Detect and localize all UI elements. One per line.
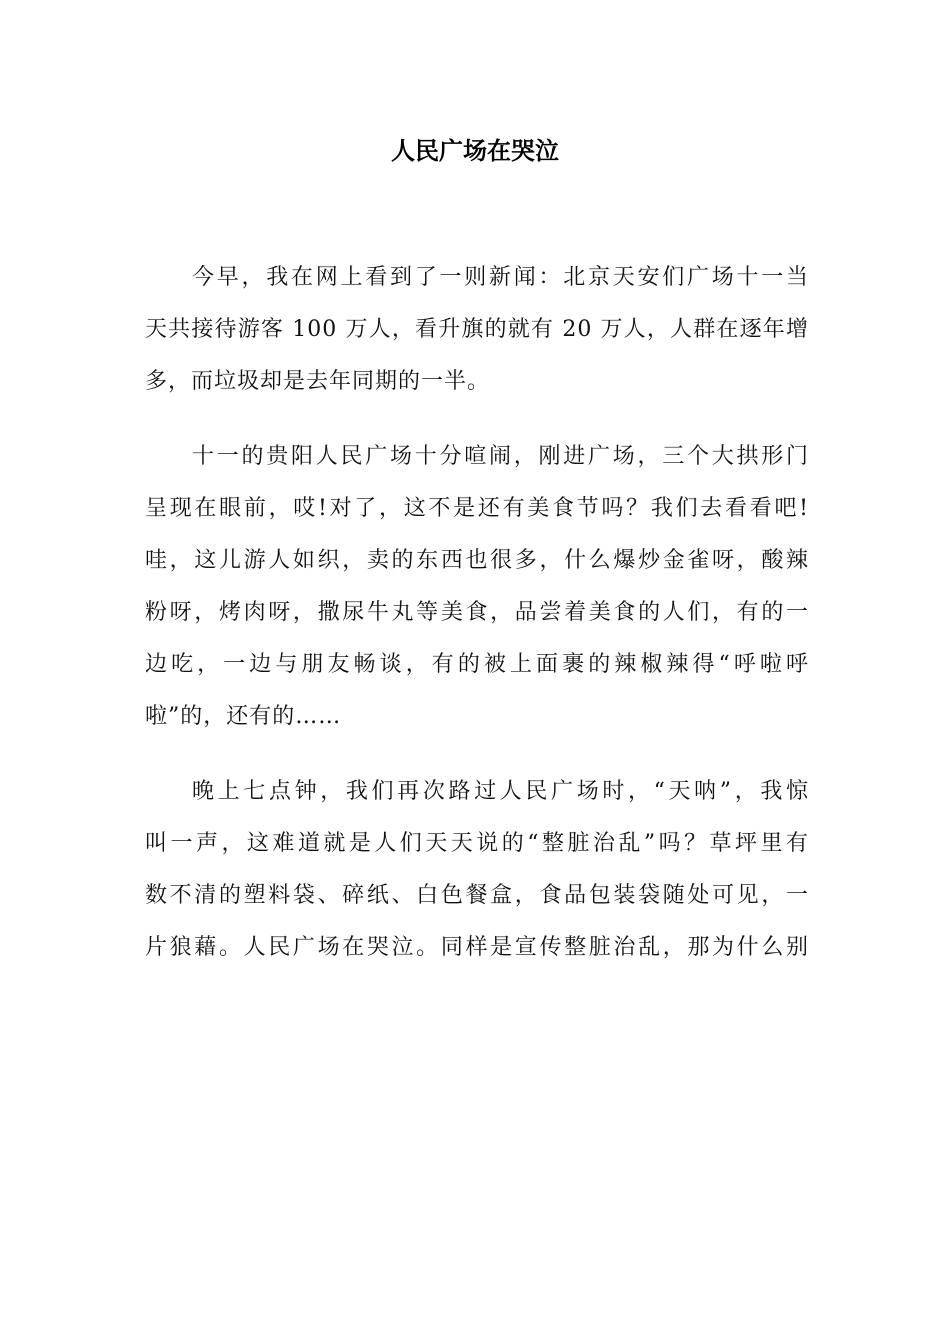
paragraph-3 (145, 766, 809, 974)
paragraph-line: 片狼藉。人民广场在哭泣。同样是宣传整脏治乱，那为什么别 (145, 935, 809, 960)
paragraph-line: 哇，这儿游人如织，卖的东西也很多，什么爆炒金雀呀，酸辣 (145, 548, 809, 573)
document-body (145, 252, 809, 974)
paragraph-line: 呈现在眼前，哎!对了，这不是还有美食节吗？我们去看看吧! (145, 496, 809, 521)
paragraph-2 (145, 431, 809, 743)
paragraph-line: 粉呀，烤肉呀，撒尿牛丸等美食，品尝着美食的人们，有的一 (145, 600, 809, 625)
paragraph-1 (145, 252, 809, 408)
paragraph-line: 十一的贵阳人民广场十分喧闹，刚进广场，三个大拱形门 (192, 444, 809, 469)
paragraph-line: 叫一声，这难道就是人们天天说的“整脏治乱”吗？草坪里有 (145, 831, 809, 856)
paragraph-line: 数不清的塑料袋、碎纸、白色餐盒，食品包装袋随处可见，一 (145, 883, 809, 908)
paragraph-line: 今早，我在网上看到了一则新闻：北京天安们广场十一当 (192, 265, 809, 290)
paragraph-line: 晚上七点钟，我们再次路过人民广场时，“天呐”，我惊 (192, 779, 809, 804)
paragraph-line: 边吃，一边与朋友畅谈，有的被上面裹的辣椒辣得“呼啦呼 (145, 652, 809, 677)
paragraph-line: 天共接待游客 100 万人，看升旗的就有 20 万人，人群在逐年增 (145, 317, 809, 342)
document-title: 人民广场在哭泣 (391, 136, 559, 165)
paragraph-line: 多，而垃圾却是去年同期的一半。 (145, 369, 491, 394)
paragraph-line: 啦”的，还有的…… (145, 704, 342, 729)
